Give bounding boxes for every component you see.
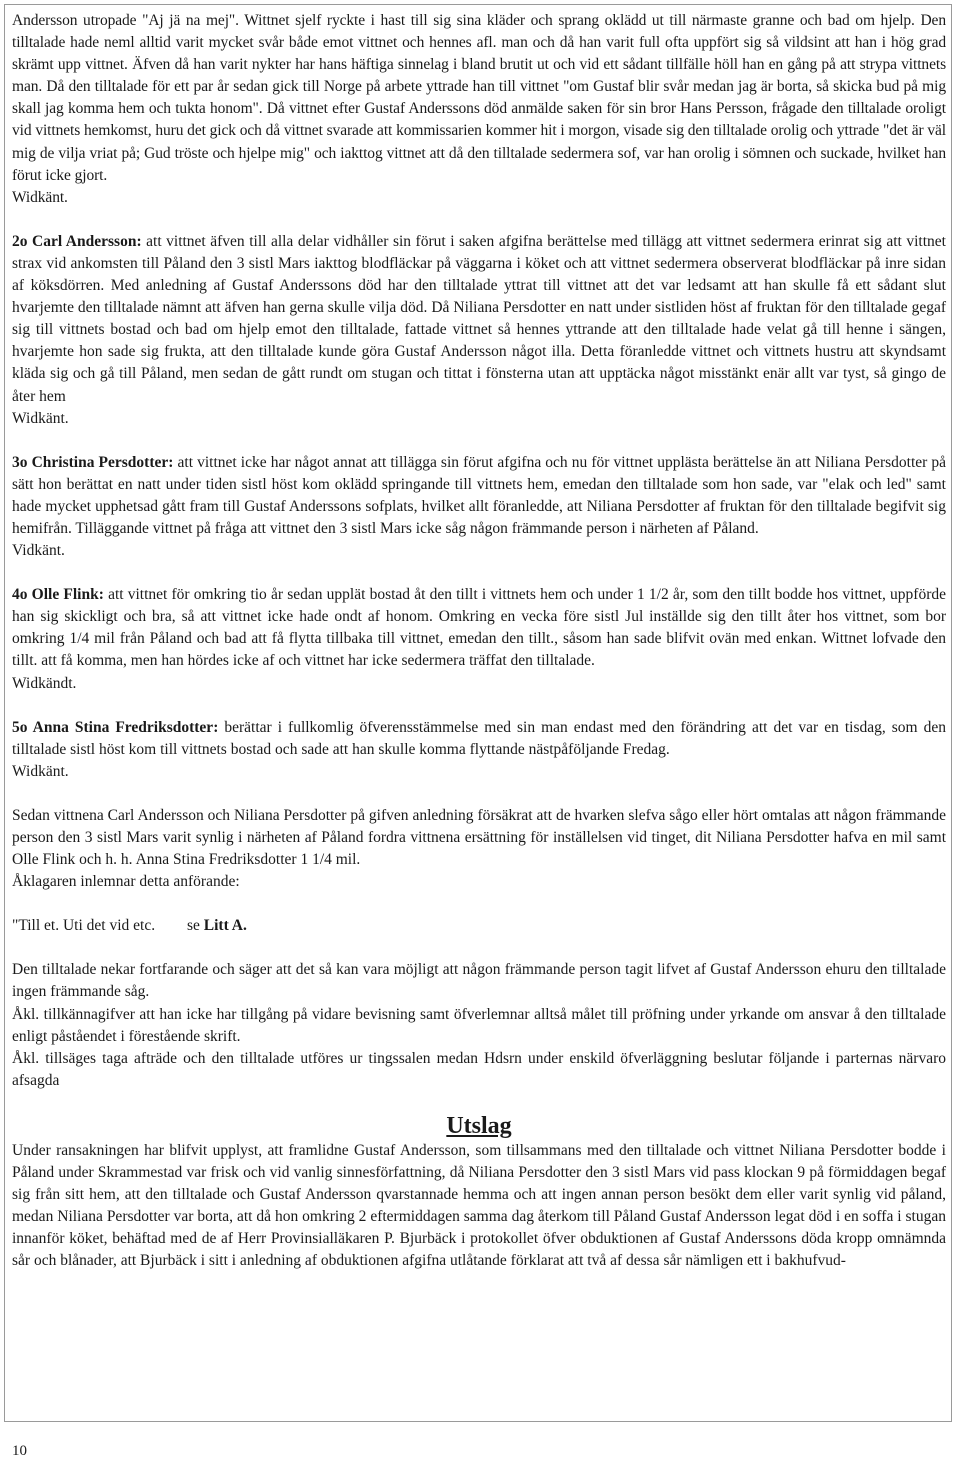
defendant-denial-text: Den tilltalade nekar fortfarande och säger att det så kan vara möjligt att någon främmande person tagit lifvet af Gustaf Andersson ehuru den tilltalade ingen främmande såg. <box>12 961 946 1001</box>
compensation-paragraph <box>12 805 946 893</box>
witness-2-text: att vittnet äfven till alla delar vidhåller sin förut i saken afgifna berättelse med tillägg att vittnet sedermera erinrat sig att vittnet strax vid ankomsten till Påland den 3 sistl Mars iakttog blodfläckar på väggarna i köket och att vittnet sedermera observerat blodfläckar på inre sidan af köksdörren. Med anledning af Gustaf Anderssons död har den tilltalade yttrat till vittnet att det var ledsamt att han skulle få ett sådant slut hvarjemte den tilltalade nämnt att äfven han gerna skulle vilja död. Då Niliana Persdotter en natt under sistliden höst af fruktan för den tilltalade gegaf sig till vittnets bostad och bad om hjelp emot den tilltalade, fattade vittnet så hennes yttrande att den tilltalade hade velat gå till henne i sängen, hvarjemte hon sade sig frukta, att den tilltalade kunde göra Gustaf Andersson något illa. Detta föranledde vittnet och vittnets hustru att skyndsamt kläda sig och gå till Påland, men sedan de gått rundt om stugan och tittat i fönsterna utan att upptäcka något misstänkt enär allt var tyst, så gingo de åter hem <box>12 232 946 405</box>
document-body <box>12 10 946 1273</box>
witness-5-text: berättar i fullkomlig öfverensstämmelse med sin man endast med den förändring att det var en tisdag, som den tilltalade sistl höst kom till vittnets bostad och sade att han skulle komma flyttande nästpåföljande Fredag. <box>12 718 946 758</box>
witness-2-end: Widkänt. <box>12 409 69 427</box>
witness-2-name: 2o Carl Andersson: <box>12 232 142 250</box>
page-number: 10 <box>12 1443 27 1459</box>
defendant-denial <box>12 959 946 1092</box>
witness-4-text: att vittnet för omkring tio år sedan upplät bostad åt den tillt i vittnets hem och under 1 1/2 år, som den tillt bodde hos vittnet, uppförde han sig skickligt och bra, så att vittnet icke hade ondt af honom. Omkring en vecka före sistl Jul inställde sig den tillt åter hos vittnet, som bor omkring 1/4 mil från Påland och bad att få flytta tillbaka till vittnet, emedan den tillt., såsom han sade blifvit ovän med enkan. Wittnet lofvade den tillt. att få komma, men han hördes icke af och vittnet har icke sedermera träffat den tilltalade. <box>12 586 946 670</box>
reference-label: Litt A. <box>203 917 247 935</box>
reference-prefix: se <box>186 917 204 935</box>
witness-4-name: 4o Olle Flink: <box>12 586 104 604</box>
prosecutor-statement: Åklagaren inlemnar detta anförande: <box>12 873 240 891</box>
court-deliberation: Åkl. tillsäges taga afträde och den tilltalade utföres ur tingssalen medan Hdsrn under enskild öfverläggning beslutar följande i parternas närvaro afsagda <box>12 1049 946 1089</box>
witness-5-name: 5o Anna Stina Fredriksdotter: <box>12 718 219 736</box>
quote-line <box>12 915 946 937</box>
witness-3-paragraph <box>12 452 946 562</box>
verdict-paragraph: Under ransakningen har blifvit upplyst, att framlidne Gustaf Andersson, som tillsammans med den tilltalade och vittnet Niliana Persdotter bodde i Påland under Skrammestad var frisk och vid vanlig sinnesförfattning, då Niliana Persdotter den 3 sistl Mars vid pass klockan 9 på förmiddagen begaf sig från sitt hem, att den tilltalade och Gustaf Andersson qvarstannade hemma och att ingen annan person besökt dem eller varit synlig vid påland, medan Niliana Persdotter var borta, att då hon omkring 2 eftermiddagen samma dag återkom till Påland Gustaf Andersson legat död i en soffa i stugan innanför köket, behäftad med de af Herr Provinsialläkaren P. Bjurbäck i protokollet öfver obduktionen af Gustaf Anderssons döda kropp omnämnda sår och blånader, att Bjurbäck i sitt i anledning af obduktionen afgifna utlåtande förklarat att två af dessa sår nämligen ett i bakhufvud- <box>12 1141 946 1270</box>
witness-5-paragraph <box>12 717 946 783</box>
witness-4-end: Widkändt. <box>12 674 77 692</box>
witness-2-paragraph <box>12 231 946 430</box>
paragraph-1-text: Andersson utropade "Aj jä na mej". Wittnet sjelf ryckte i hast till sig sina kläder och sprang oklädd ut till närmaste granne och bad om hjelp. Den tilltalade hade neml alltid varit mycket svår både emot vittnet och hennes afl. man och då han varit full ofta uppfört sig så vildsint att han i hög grad skrämt upp vittnet. Äfven då han varit nykter har hans häftiga sinnelag i bland brutit ut och vid ett sådant tillfälle höll han en gång på att strypa vittnets man. Då den tilltalade för ett par år sedan gick till Norge på arbete yttrade han till vittnet "om Gustaf blir svår medan jag är borta, så skicka bud på mig skall jag komma hem och tukta honom". Då vittnet efter Gustaf Anderssons död anmälde saken för sin bror Hans Persson, frågade den tilltalade oroligt vid vittnets hemkomst, huru det gick och då vittnet svarade att kommissarien kommer hit i morgon, visade sig den tilltalade orolig och yttrade "det är väl mig de vilja vriat på; Gud tröste och hjelpe mig" och iakttog vittnet att då den tilltalade sedermera sof, var han orolig i sömnen och suckade, hvilket han förut icke gjort. <box>12 12 946 184</box>
compensation-text: Sedan vittnena Carl Andersson och Niliana Persdotter på gifven anledning försäkrat att de hvarken slefva sågo eller hört omtalas att någon främmande person den 3 sistl Mars varit synlig i närheten af Påland fordra vittnena ersättning för inställelsen vid tinget, dit Niliana Persdotter hafva en mil samt Olle Flink och h. h. Anna Stina Fredriksdotter 1 1/4 mil. <box>12 806 946 869</box>
paragraph-1-end: Widkänt. <box>12 188 68 206</box>
witness-3-name: 3o Christina Persdotter: <box>12 453 174 471</box>
witness-4-paragraph <box>12 584 946 694</box>
prosecutor-closing: Åkl. tillkännagifver att han icke har tillgång på vidare bevisning samt öfverlemnar alltså målet till pröfning under yrkande om ansvar å den tilltalade enligt påståendet i förestående skrift. <box>12 1005 946 1045</box>
paragraph-1 <box>12 10 946 209</box>
quote-text: "Till et. Uti det vid etc. <box>12 917 156 935</box>
witness-3-end: Vidkänt. <box>12 542 65 560</box>
witness-5-end: Widkänt. <box>12 762 69 780</box>
witness-3-text: att vittnet icke har något annat att tillägga sin förut afgifna och nu för vittnet upplästa berättelse än att Niliana Persdotter på sätt hon berättat en natt under tiden sistl höst kom oklädd springande till vittnets hem, emedan den tilltalade som hon sade, var "elak och led" samt hade mycket upphetsad gått fram till Gustaf Anderssons sofplats, hvilket allt föranledde, att Niliana Persdotter af fruktan för den tilltalade begifvit sig hemifrån. Tilläggande vittnet på fråga att vittnet den 3 sistl Mars icke såg någon främmande person i närheten af Påland. <box>12 453 947 537</box>
verdict-heading: Utslag <box>446 1112 512 1139</box>
